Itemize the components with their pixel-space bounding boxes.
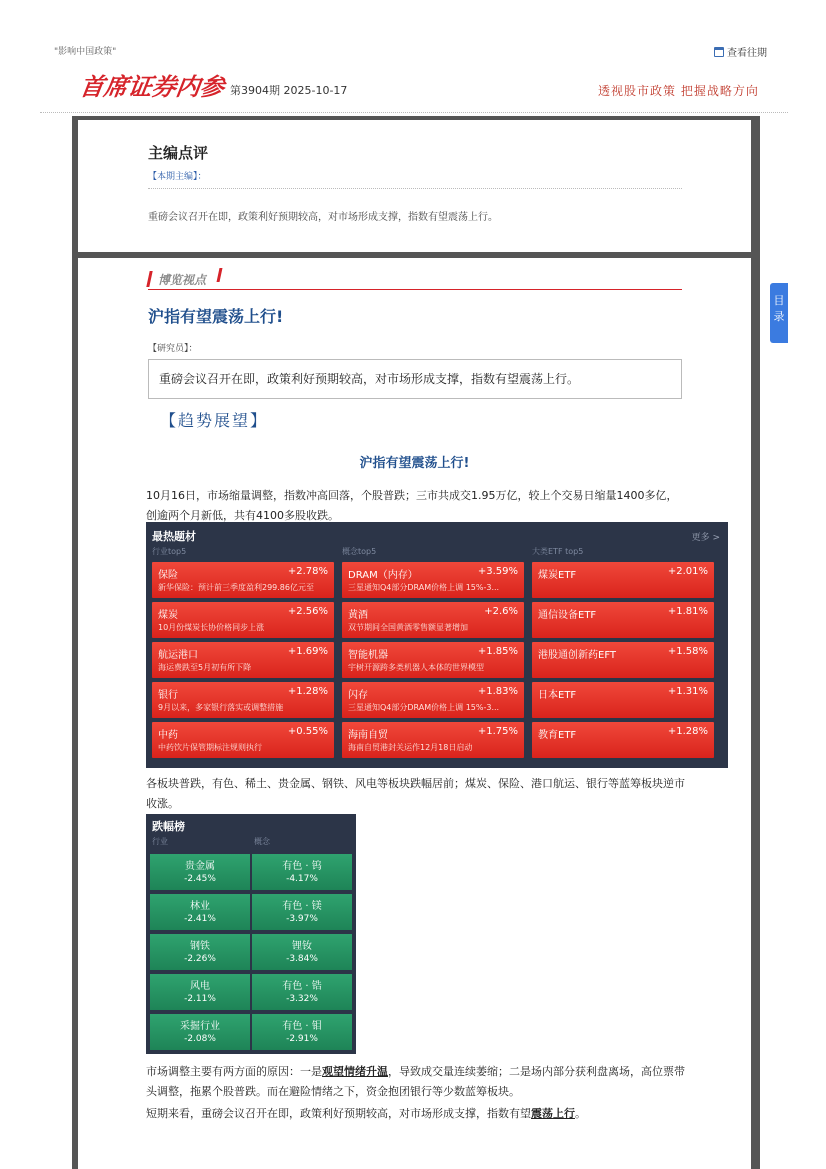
hot-topic-tile[interactable] [342, 642, 524, 678]
topic-name: 日本ETF [538, 690, 577, 701]
decliner-name: 贵金属 [185, 861, 215, 872]
hot-topic-tile[interactable] [532, 562, 714, 598]
hot-topics-panel [146, 522, 728, 768]
topic-news: 10月份煤炭长协价格同步上涨 [158, 623, 265, 632]
history-label: 查看往期 [727, 48, 767, 59]
paragraph: 10月16日，市场缩量调整，指数冲高回落，个股普跌；三市共成交1.95万亿，较上个交易日缩量1400多亿，创逾两个月新低，共有4100多股收跌。 [146, 489, 678, 522]
decliner-cell[interactable] [150, 974, 250, 1010]
decliner-name: 有色 · 钼 [282, 1021, 322, 1032]
decliner-change: -3.84% [286, 954, 318, 964]
researcher-label: 【研究员】： [148, 344, 198, 354]
topic-change: +1.69% [287, 646, 328, 657]
article-title: 沪指有望震荡上行! [148, 307, 284, 326]
column-label: 概念 [254, 837, 270, 846]
topic-name: 通信设备ETF [538, 610, 597, 621]
editor-title: 主编点评 [148, 144, 209, 162]
decliner-name: 采掘行业 [180, 1021, 220, 1032]
emphasis-text: 震荡上行 [531, 1107, 575, 1120]
motto: 透视股市政策 把握战略方向 [598, 84, 759, 98]
editor-card [78, 120, 751, 252]
hot-topic-tile[interactable] [152, 722, 334, 758]
topic-news: 三星通知Q4部分DRAM价格上调 15%-3... [348, 703, 500, 712]
more-link[interactable]: 更多 > [691, 533, 720, 543]
drop-panel-title: 跌幅榜 [152, 820, 185, 833]
editor-label: 【本期主编】： [148, 172, 207, 182]
topic-change: +1.28% [287, 686, 328, 697]
topic-news: 中药饮片保管期标注规则执行 [158, 743, 262, 752]
decliner-change: -4.17% [286, 874, 318, 884]
topic-change: +2.78% [287, 566, 328, 577]
heading-mark [217, 268, 223, 282]
article-summary: 重磅会议召开在即，政策利好预期较高，对市场形成支撑，指数有望震荡上行。 [148, 359, 682, 399]
topic-news: 新华保险：预计前三季度盈利299.86亿元至 [158, 583, 314, 592]
history-link[interactable] [714, 44, 767, 59]
decliners-panel [146, 814, 356, 1054]
issue-info: 第3904期 2025-10-17 [230, 84, 348, 97]
column-label: 行业 [152, 837, 168, 846]
hot-topic-tile[interactable] [532, 602, 714, 638]
hot-topic-tile[interactable] [152, 642, 334, 678]
paragraph-text: 短期来看，重磅会议召开在即，政策利好预期较高，对市场形成支撑，指数有望 [146, 1107, 531, 1120]
decliner-change: -2.26% [184, 954, 216, 964]
hot-panel-title: 最热题材 [152, 530, 196, 543]
column-label: 大类ETF top5 [532, 547, 584, 556]
trend-label: 【趋势展望】 [160, 411, 269, 430]
editor-comment: 重磅会议召开在即，政策利好预期较高，对市场形成支撑，指数有望震荡上行。 [148, 212, 498, 223]
topic-name: 中药 [158, 730, 178, 741]
topic-name: 闪存 [348, 690, 368, 701]
topic-change: +1.83% [477, 686, 518, 697]
decliner-name: 风电 [190, 981, 210, 992]
topic-news: 双节期间全国黄酒零售额显著增加 [348, 623, 468, 632]
hot-topic-tile[interactable] [342, 602, 524, 638]
decliner-name: 有色 · 镁 [282, 901, 322, 912]
topic-name: 煤炭 [158, 610, 178, 621]
topic-name: 港股通创新药EFT [538, 650, 617, 661]
section-heading-text: 博览视点 [158, 273, 207, 287]
decliner-name: 锂钕 [292, 941, 312, 952]
column-label: 行业top5 [152, 547, 187, 556]
topic-change: +1.75% [477, 726, 518, 737]
header-slogan: "影响中国政策" [54, 47, 117, 57]
topic-news: 宇树开源跨多类机器人本体的世界模型 [348, 663, 484, 672]
topic-name: 保险 [158, 570, 178, 581]
paragraph [146, 1104, 686, 1124]
decliner-change: -2.11% [184, 994, 216, 1004]
topic-name: 海南自贸 [348, 730, 388, 741]
hot-topic-tile[interactable] [152, 682, 334, 718]
emphasis-text: 观望情绪升温 [322, 1065, 388, 1078]
sub-title: 沪指有望震荡上行! [359, 456, 470, 471]
decliner-cell[interactable] [252, 1014, 352, 1050]
topic-name: 航运港口 [158, 650, 198, 661]
topic-name: DRAM（内存） [348, 570, 418, 581]
hot-topic-tile[interactable] [532, 642, 714, 678]
decliner-name: 有色 · 锆 [282, 981, 322, 992]
topic-name: 智能机器 [348, 650, 388, 661]
hot-topic-tile[interactable] [532, 722, 714, 758]
paragraph-text: 市场调整主要有两方面的原因：一是 [146, 1065, 322, 1078]
decliner-name: 有色 · 钨 [282, 861, 322, 872]
topic-name: 黄酒 [348, 610, 368, 621]
decliner-name: 林业 [190, 901, 210, 912]
article-card [78, 258, 751, 1169]
column-label: 概念top5 [342, 547, 377, 556]
paragraph-text: 。 [575, 1107, 586, 1120]
decliner-change: -2.91% [286, 1034, 318, 1044]
section-heading [148, 270, 682, 290]
topic-change: +2.01% [667, 566, 708, 577]
topic-change: +1.31% [667, 686, 708, 697]
brand-logo: 首席证券内参 [78, 72, 227, 101]
decliner-cell[interactable] [150, 894, 250, 930]
calendar-icon [714, 47, 724, 57]
decliner-change: -2.41% [184, 914, 216, 924]
toc-tab[interactable]: 目录 [770, 283, 788, 343]
heading-mark [146, 271, 152, 287]
decliner-cell[interactable] [150, 854, 250, 890]
topic-name: 煤炭ETF [538, 570, 577, 581]
decliner-cell[interactable] [252, 934, 352, 970]
decliner-change: -2.08% [184, 1034, 216, 1044]
editor-divider [148, 188, 682, 189]
page-header [0, 0, 826, 112]
decliner-cell[interactable] [150, 1014, 250, 1050]
topic-change: +1.81% [667, 606, 708, 617]
hot-topic-tile[interactable] [342, 722, 524, 758]
decliner-name: 钢铁 [190, 941, 210, 952]
topic-name: 银行 [158, 690, 178, 701]
hot-topic-tile[interactable] [532, 682, 714, 718]
decliner-cell[interactable] [252, 894, 352, 930]
hot-topic-tile[interactable] [152, 602, 334, 638]
decliner-change: -2.45% [184, 874, 216, 884]
decliner-cell[interactable] [150, 934, 250, 970]
header-divider [40, 112, 788, 113]
masthead [80, 72, 347, 102]
decliner-cell[interactable] [252, 854, 352, 890]
topic-change: +0.55% [287, 726, 328, 737]
hot-topic-tile[interactable] [152, 562, 334, 598]
topic-news: 9月以来，多家银行落实或调整措施 [158, 703, 284, 712]
topic-news: 海南自贸港封关运作12月18日启动 [348, 743, 473, 752]
topic-change: +1.85% [477, 646, 518, 657]
topic-change: +2.56% [287, 606, 328, 617]
topic-name: 教育ETF [538, 730, 577, 741]
decliner-cell[interactable] [252, 974, 352, 1010]
decliner-change: -3.32% [286, 994, 318, 1004]
decliner-change: -3.97% [286, 914, 318, 924]
paragraph: 各板块普跌，有色、稀土、贵金属、钢铁、风电等板块跌幅居前；煤炭、保险、港口航运、银行等蓝筹板块逆市收涨。 [146, 777, 685, 810]
topic-change: +1.58% [667, 646, 708, 657]
paragraph-text: ，导致成交量连续萎缩；二是场内部分获利盘离场，高位票带头调整，拖累个股普跌。而在避险情绪之下，资金抱团银行等少数蓝筹板块。 [146, 1065, 685, 1098]
hot-topic-tile[interactable] [342, 562, 524, 598]
topic-change: +3.59% [477, 566, 518, 577]
paragraph [146, 1062, 686, 1102]
topic-news: 三星通知Q4部分DRAM价格上调 15%-3... [348, 583, 500, 592]
topic-change: +1.28% [667, 726, 708, 737]
hot-topic-tile[interactable] [342, 682, 524, 718]
topic-change: +2.6% [484, 606, 518, 617]
topic-news: 海运费跌至5月初有所下降 [158, 663, 252, 672]
